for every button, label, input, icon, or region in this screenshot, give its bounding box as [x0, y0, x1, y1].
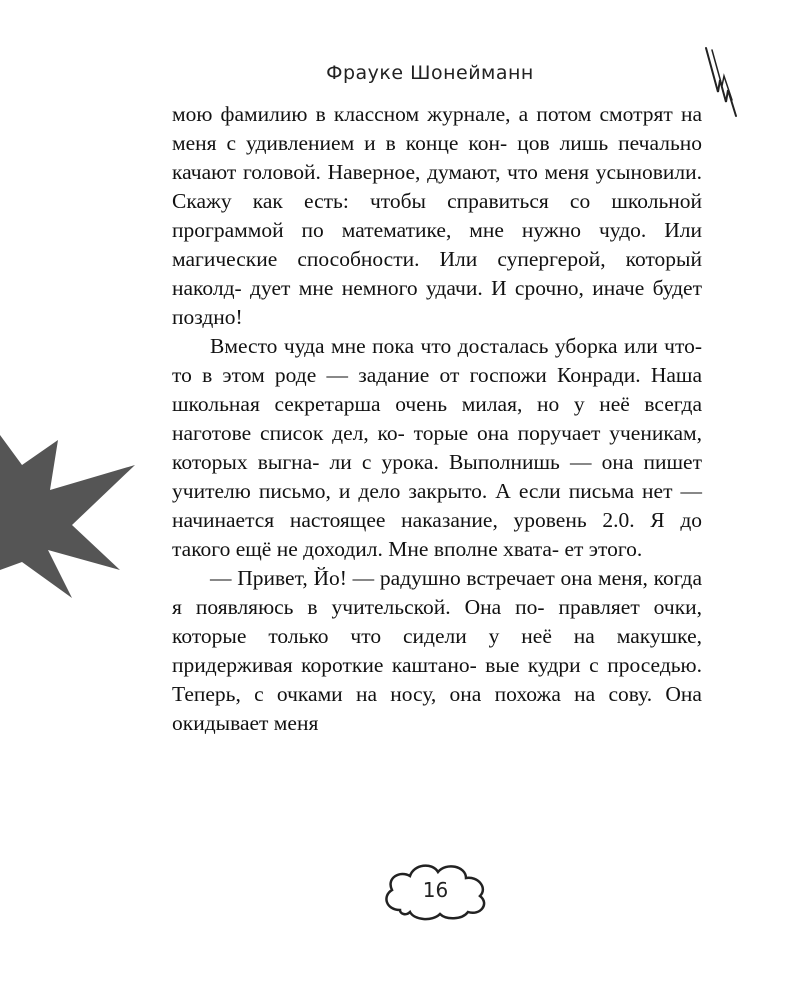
body-text — [172, 100, 702, 738]
text-line: правляет очки, которые только что сидели у неё — [172, 595, 703, 648]
text-line: письмо, и дело закрыто. А если письма нет — — [258, 479, 702, 503]
text-line: милая, но у неё всегда наготове список дел, ко- — [172, 392, 703, 445]
lightning-bolt-icon — [700, 40, 750, 120]
page-number: 16 — [422, 878, 449, 902]
text-line: торые она поручает ученикам, которых выгна- — [172, 421, 702, 474]
text-line: носу, она похожа на сову. Она окидывает меня — [172, 682, 702, 735]
text-line: меня, когда я появляюсь в учительской. Она по- — [172, 566, 703, 619]
text-line: думают, что меня усыновили. Скажу как есть: — [172, 160, 702, 213]
explosion-burst-icon — [0, 420, 145, 610]
paragraph — [172, 332, 702, 564]
text-line: математике, мне нужно чудо. Или магические — [172, 218, 702, 271]
text-line: ли с урока. Выполнишь — она пишет учителю — [172, 450, 702, 503]
text-line: или что-то в этом роде — задание от госпожи — [172, 334, 703, 387]
running-header: Фрауке Шонейманн — [326, 62, 534, 84]
text-line: мою фамилию в классном журнале, а потом — [172, 102, 592, 126]
text-line: Вместо чуда мне пока что досталась уборка — [210, 334, 618, 358]
text-line: на макушке, придерживая короткие каштано- — [172, 624, 703, 677]
text-line: чтобы справиться со школьной программой по — [172, 189, 703, 242]
text-line: Я до такого ещё не доходил. Мне вполне хвата- — [172, 508, 703, 561]
paragraph — [172, 564, 702, 738]
paragraph — [172, 100, 702, 332]
text-line: ет этого. — [564, 537, 643, 561]
text-line: поздно! — [172, 305, 243, 329]
text-line: начинается настоящее наказание, уровень 2.0. — [172, 508, 635, 532]
text-line: Конради. Наша школьная секретарша очень — [172, 363, 702, 416]
text-line: способности. Или супергерой, который наколд- — [172, 247, 703, 300]
text-line: — Привет, Йо! — радушно встречает она — [210, 566, 593, 590]
text-line: вые кудри с проседью. Теперь, с очками на — [172, 653, 702, 706]
text-line: смотрят на меня с удивлением и в конце кон- — [172, 102, 702, 155]
text-line: дует мне немного удачи. И срочно, иначе будет — [250, 276, 702, 300]
text-line: цов лишь печально качают головой. Наверное, — [172, 131, 703, 184]
